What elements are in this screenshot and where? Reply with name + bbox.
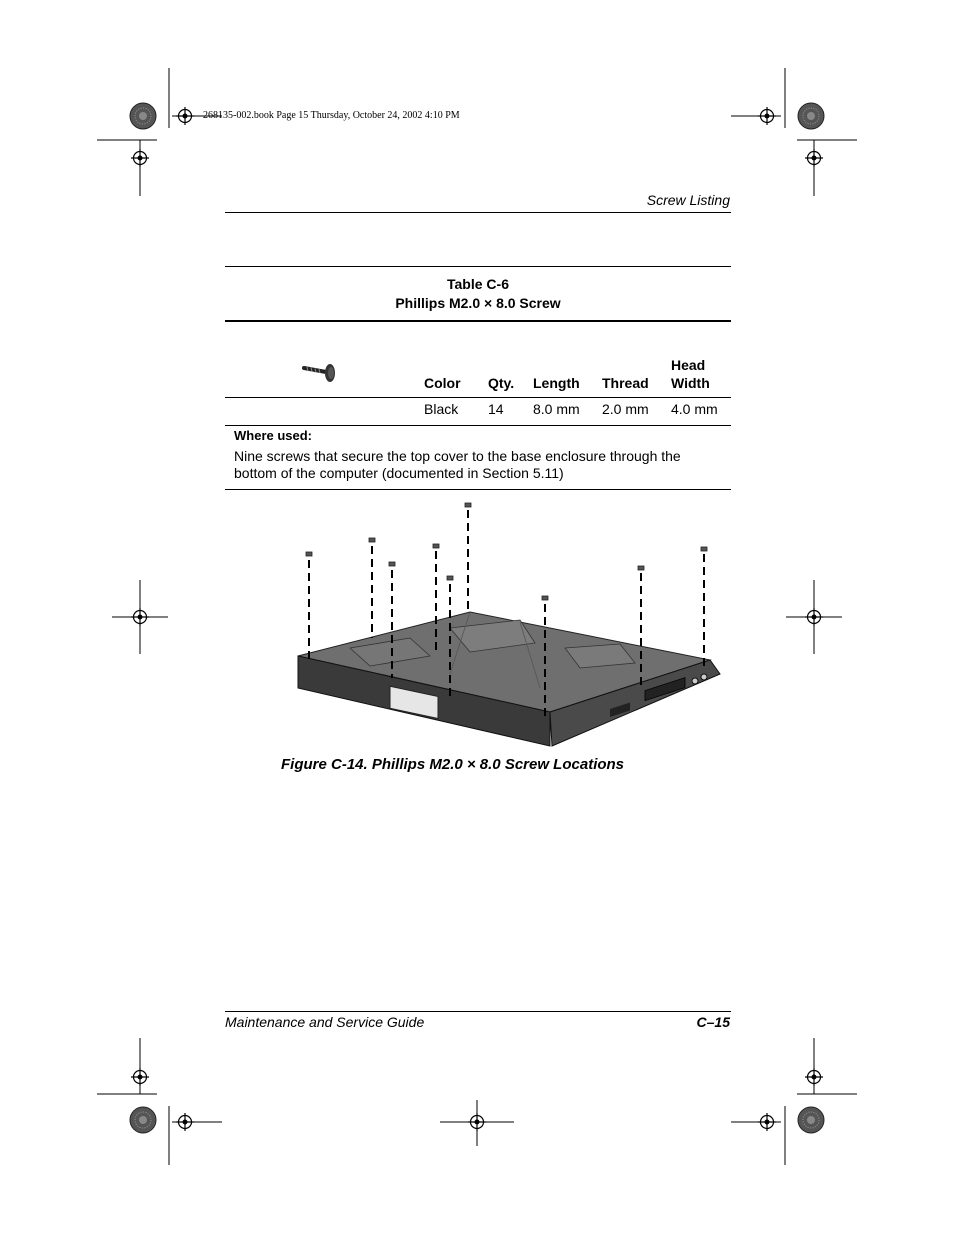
col-header-color: Color (424, 375, 461, 391)
running-head: Screw Listing (646, 192, 730, 208)
col-header-thread: Thread (602, 375, 649, 391)
page-number: C–15 (696, 1014, 730, 1030)
cell-thread: 2.0 mm (602, 401, 649, 417)
table-top-rule (225, 266, 731, 267)
cell-head-width: 4.0 mm (671, 401, 718, 417)
table-number: Table C-6 (447, 276, 509, 292)
table-title-rule (225, 320, 731, 322)
footer-rule (225, 1011, 731, 1012)
table-name: Phillips M2.0 × 8.0 Screw (395, 295, 561, 311)
cell-qty: 14 (488, 401, 504, 417)
cell-length: 8.0 mm (533, 401, 580, 417)
table-bottom-rule (225, 489, 731, 490)
footer-title: Maintenance and Service Guide (225, 1014, 425, 1030)
figure-caption: Figure C-14. Phillips M2.0 × 8.0 Screw Locations (281, 756, 625, 773)
col-header-qty: Qty. (488, 375, 515, 391)
data-row-rule (225, 425, 731, 426)
header-row-rule (225, 397, 731, 398)
col-header-length: Length (533, 375, 580, 391)
notebook-base-illustration (290, 498, 730, 750)
col-header-head: Head (671, 357, 706, 373)
cell-color: Black (424, 401, 459, 417)
where-used-label: Where used: (234, 428, 313, 443)
book-slug: 268135-002.book Page 15 Thursday, October 24, 2002 4:10 PM (203, 110, 460, 121)
col-header-width: Width (671, 375, 710, 391)
header-rule (225, 212, 731, 213)
screw-icon (300, 360, 340, 386)
where-used-text: Nine screws that secure the top cover to the base enclosure through the bottom of the computer (documented in Section 5.11) (234, 448, 681, 481)
table-title (225, 275, 731, 313)
